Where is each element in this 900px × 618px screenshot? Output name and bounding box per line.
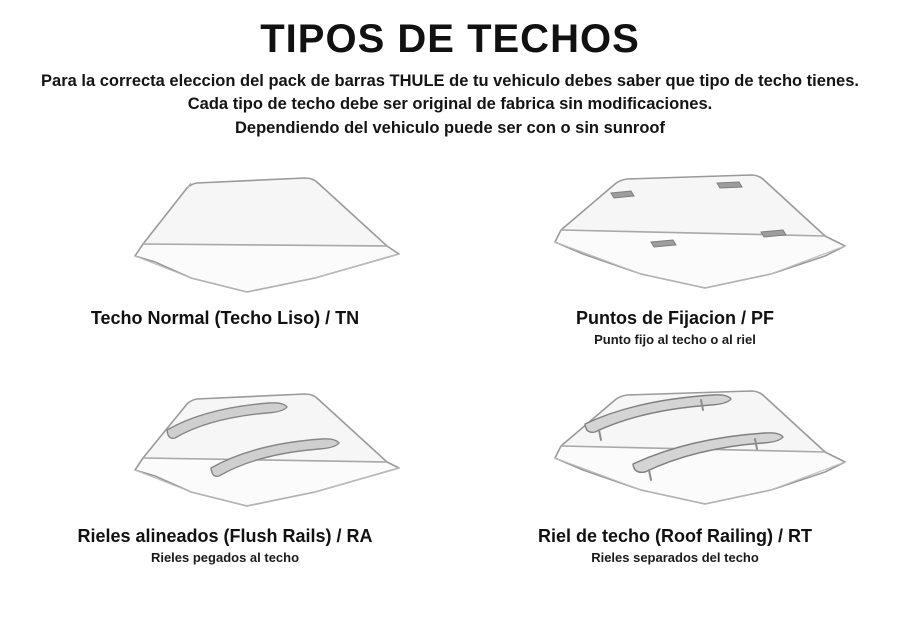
intro-line-3: Dependiendo del vehiculo puede ser con o sin sunroof: [235, 118, 665, 137]
roof-type-subcaption-ra: Rieles pegados al techo: [150, 550, 300, 566]
poster-root: [0, 18, 900, 618]
roof-type-caption-tn: Techo Normal (Techo Liso) / TN: [90, 308, 360, 329]
roof-type-caption-rt: Riel de techo (Roof Railing) / RT: [538, 526, 812, 547]
car-roof-fixed-points-icon: [465, 158, 885, 306]
roof-type-card-ra: [0, 370, 450, 586]
roof-type-caption-pf: Puntos de Fijacion / PF: [575, 308, 775, 329]
fixed-point-front-right: [717, 182, 742, 188]
roof-type-card-rt: [450, 370, 900, 586]
roof-type-subcaption-rt: Rieles separados del techo: [591, 550, 759, 566]
intro-line-1: Para la correcta eleccion del pack de barras THULE de tu vehiculo debes saber que tipo de techo tienes.: [41, 72, 859, 90]
page-title: TIPOS DE TECHOS: [260, 17, 640, 61]
roof-type-card-tn: [0, 154, 450, 370]
roof-type-subcaption-pf: Punto fijo al techo o al riel: [594, 332, 756, 348]
roof-type-card-pf: [450, 154, 900, 370]
roof-types-grid: [0, 154, 900, 586]
intro-line-2: Cada tipo de techo debe ser original de fabrica sin modificaciones.: [187, 95, 713, 114]
car-roof-flush-rails-icon: [15, 376, 435, 524]
roof-type-caption-ra: Rieles alineados (Flush Rails) / RA: [77, 526, 373, 547]
car-roof-raised-railing-icon: [465, 376, 885, 524]
car-roof-plain-icon: [15, 158, 435, 306]
intro-text-block: [0, 70, 900, 140]
